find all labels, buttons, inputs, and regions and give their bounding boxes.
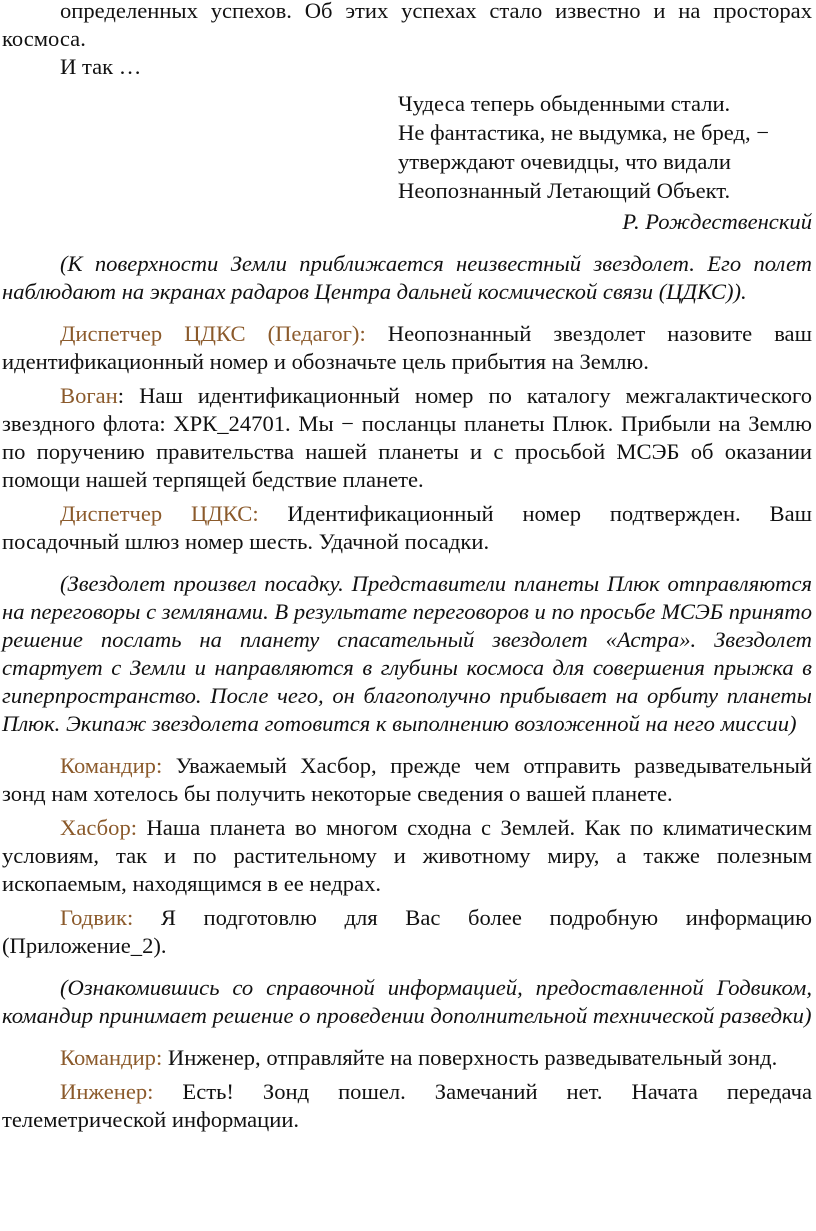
speaker-name: Инженер: bbox=[60, 1079, 154, 1104]
speech-text: Неопознанный звездолет назовите ваш идентификационный номер и обозначьте цель прибытия на Землю. bbox=[2, 321, 812, 374]
dialogue-line bbox=[2, 1078, 812, 1134]
dialogue-line bbox=[2, 320, 812, 376]
speech-text: Есть! Зонд пошел. Замечаний нет. Начата передача телеметрической информации. bbox=[2, 1079, 812, 1132]
dialogue-line bbox=[2, 814, 812, 898]
speaker-name: Командир: bbox=[60, 753, 163, 778]
speech-text: Уважаемый Хасбор, прежде чем отправить разведывательный зонд нам хотелось бы получить некоторые сведения о вашей планете. bbox=[2, 753, 812, 806]
epigraph-line: Не фантастика, не выдумка, не бред, − bbox=[398, 120, 770, 145]
stage-remark: (Звездолет произвел посадку. Представители планеты Плюк отправляются на переговоры с землянами. В результате переговоров и по просьбе МСЭБ принято решение послать на планету спасательный звездолет «Астра». Звездолет стартует с Земли и направляются в глубины космоса для совершения прыжка в гиперпространство. После чего, он благополучно прибывает на орбиту планеты Плюк. Экипаж звездолета готовится к выполнению возложенной на него миссии) bbox=[2, 571, 812, 736]
dialogue-line bbox=[2, 382, 812, 494]
epigraph-line: Чудеса теперь обыденными стали. bbox=[398, 91, 731, 116]
speaker-name: Годвик: bbox=[60, 905, 134, 930]
dialogue-line bbox=[2, 1044, 812, 1072]
intro-line: И так … bbox=[60, 54, 142, 79]
dialogue-line bbox=[2, 752, 812, 808]
speech-text: Идентификационный номер подтвержден. Ваш посадочный шлюз номер шесть. Удачной посадки. bbox=[2, 501, 812, 554]
stage-remark: (Ознакомившись со справочной информацией, предоставленной Годвиком, командир принимает решение о проведении дополнительной технической разведки) bbox=[2, 975, 812, 1028]
dialogue-line bbox=[2, 500, 812, 556]
speech-text: Я подготовлю для Вас более подробную информацию (Приложение_2). bbox=[2, 905, 812, 958]
speech-text: Инженер, отправляйте на поверхность разведывательный зонд. bbox=[162, 1045, 778, 1070]
speaker-name: Хасбор: bbox=[60, 815, 138, 840]
speaker-name: Воган bbox=[60, 383, 118, 408]
speech-text: : Наш идентификационный номер по каталогу межгалактического звездного флота: ХРК_24701. Мы − посланцы планеты Плюк. Прибыли на Землю по поручению правительства нашей планеты и с просьбой МСЭБ об оказании помощи нашей терпящей бедствие планете. bbox=[2, 383, 812, 492]
epigraph-line: утверждают очевидцы, что видали bbox=[398, 149, 731, 174]
speaker-name: Командир: bbox=[60, 1045, 163, 1070]
epigraph bbox=[398, 89, 808, 205]
dialogue-line bbox=[2, 904, 812, 960]
epigraph-author: Р. Рождественский bbox=[622, 209, 812, 234]
epigraph-line: Неопознанный Летающий Объект. bbox=[398, 178, 731, 203]
speech-text: Наша планета во многом сходна с Землей. Как по климатическим условиям, так и по растительному и животному миру, а также полезным ископаемым, находящимся в ее недрах. bbox=[2, 815, 812, 896]
stage-remark: (К поверхности Земли приближается неизвестный звездолет. Его полет наблюдают на экранах радаров Центра дальней космической связи (ЦДКС)). bbox=[2, 251, 812, 304]
speaker-name: Диспетчер ЦДКС (Педагог): bbox=[60, 321, 366, 346]
speaker-name: Диспетчер ЦДКС: bbox=[60, 501, 259, 526]
intro-paragraph: определенных успехов. Об этих успехах стало известно и на просторах космоса. bbox=[2, 0, 812, 51]
